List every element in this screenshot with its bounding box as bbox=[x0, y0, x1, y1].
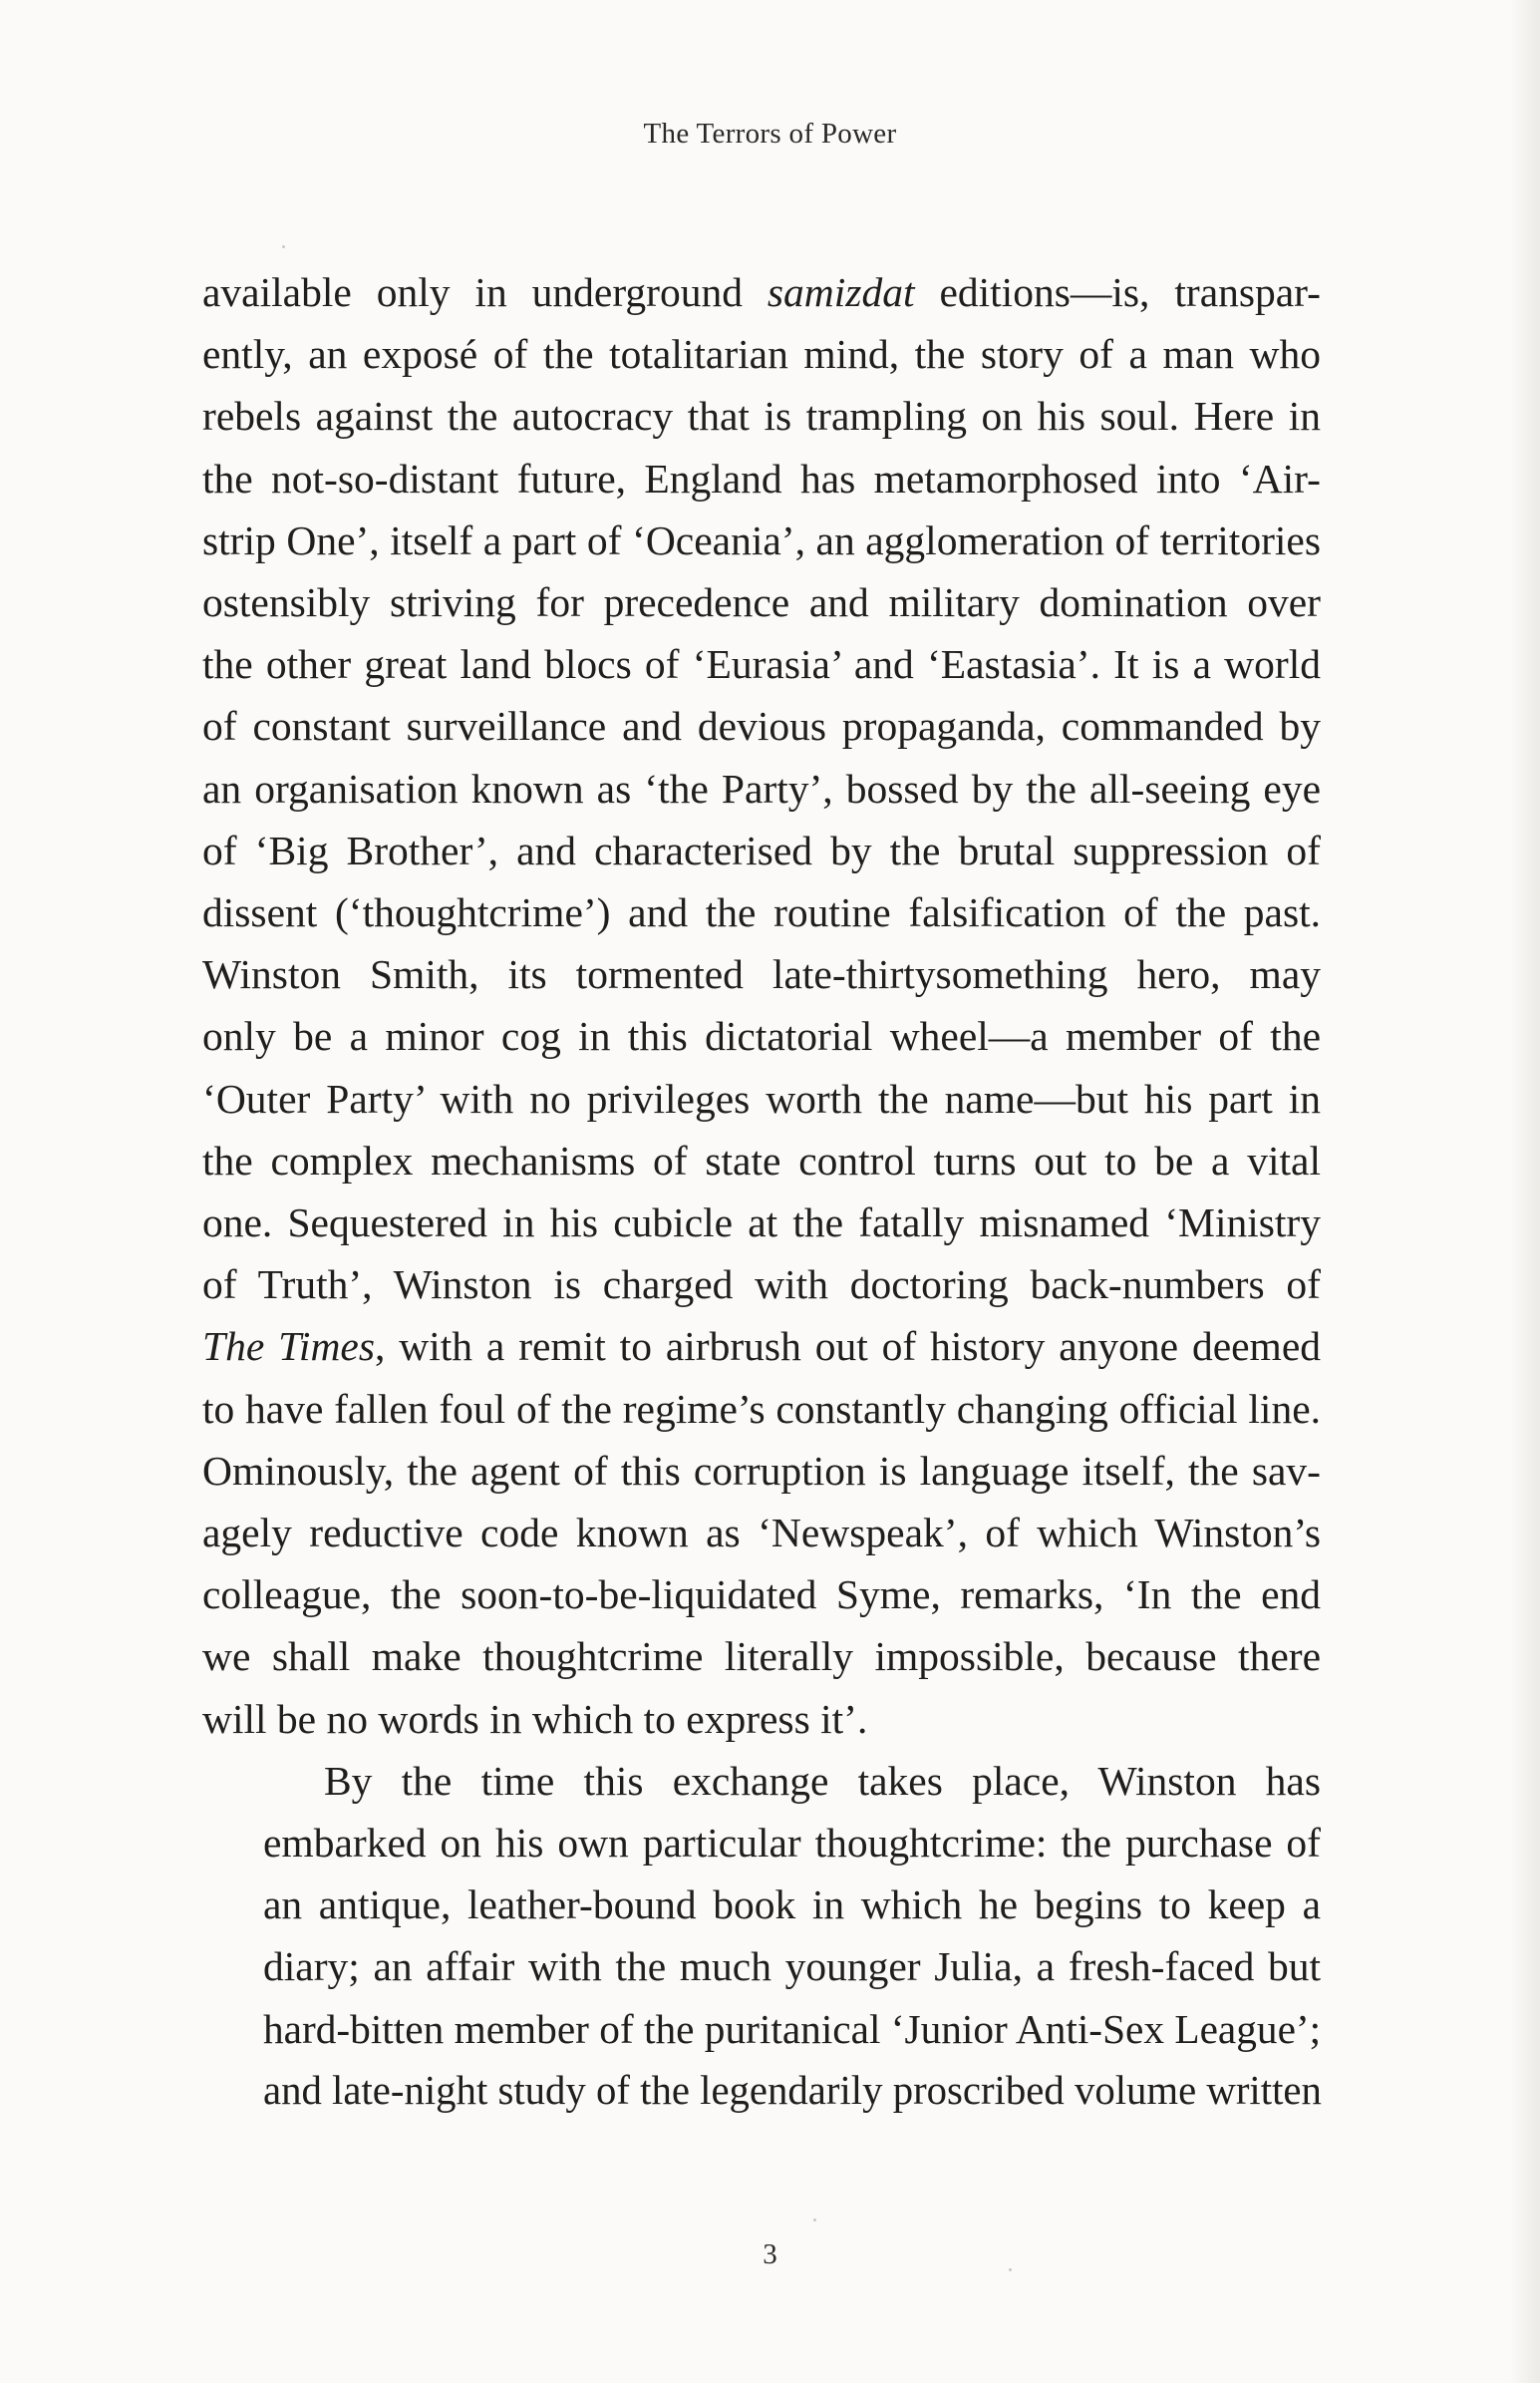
text-line: and late-night study of the legendarily proscribed volume written bbox=[263, 2067, 1322, 2113]
text-line: embarked on his own particular thoughtcrime: the purchase of bbox=[263, 1820, 1321, 1867]
text-line: dissent (‘thoughtcrime’) and the routine falsification of the past. bbox=[202, 889, 1321, 936]
text-line: strip One’, itself a part of ‘Oceania’, an agglomeration of territories bbox=[202, 516, 1321, 563]
text-line: By the time this exchange takes place, Winston has bbox=[324, 1757, 1321, 1804]
text-line: the other great land blocs of ‘Eurasia’ and ‘Eastasia’. It is a world bbox=[202, 641, 1321, 688]
text-line: diary; an affair with the much younger Julia, a fresh-faced but bbox=[263, 1943, 1321, 1990]
body-text bbox=[202, 261, 1321, 2122]
text-line: the not-so-distant future, England has metamorphosed into ‘Air- bbox=[202, 455, 1321, 502]
text-line: to have fallen foul of the regime’s constantly changing official line. bbox=[202, 1385, 1321, 1432]
text-line: ostensibly striving for precedence and military domination over bbox=[202, 579, 1321, 626]
text-line: ently, an exposé of the totalitarian mind, the story of a man who bbox=[202, 331, 1321, 378]
text-line: rebels against the autocracy that is trampling on his soul. Here in bbox=[202, 393, 1321, 440]
scan-speck bbox=[813, 2218, 816, 2221]
text-line: only be a minor cog in this dictatorial wheel—a member of the bbox=[202, 1013, 1321, 1060]
text-line: Ominously, the agent of this corruption is language itself, the sav- bbox=[202, 1447, 1321, 1494]
text-line: one. Sequestered in his cubicle at the fatally misnamed ‘Ministry bbox=[202, 1199, 1321, 1246]
scan-speck bbox=[282, 245, 285, 248]
text-line: will be no words in which to express it’. bbox=[202, 1695, 868, 1742]
paragraph-2 bbox=[202, 1750, 1321, 2122]
text-line: we shall make thoughtcrime literally impossible, because there bbox=[202, 1633, 1321, 1680]
text-line: an organisation known as ‘the Party’, bossed by the all-seeing eye bbox=[202, 765, 1321, 812]
text-line: agely reductive code known as ‘Newspeak’, of which Winston’s bbox=[202, 1510, 1321, 1556]
running-head: The Terrors of Power bbox=[643, 118, 897, 150]
scan-edge-shadow bbox=[1510, 0, 1540, 2383]
text-line: ‘Outer Party’ with no privileges worth the name—but his part in bbox=[202, 1075, 1321, 1122]
text-line: an antique, leather-bound book in which he begins to keep a bbox=[263, 1881, 1321, 1928]
text-line: the complex mechanisms of state control turns out to be a vital bbox=[202, 1137, 1321, 1184]
paragraph-1 bbox=[202, 261, 1321, 1750]
text-line: hard-bitten member of the puritanical ‘Junior Anti-Sex League’; bbox=[263, 2005, 1322, 2052]
text-line: Winston Smith, its tormented late-thirtysomething hero, may bbox=[202, 951, 1321, 998]
text-line: of ‘Big Brother’, and characterised by the brutal suppression of bbox=[202, 827, 1321, 873]
text-line: of Truth’, Winston is charged with doctoring back-numbers of bbox=[202, 1261, 1321, 1308]
text-line: of constant surveillance and devious propaganda, commanded by bbox=[202, 703, 1321, 750]
text-line: colleague, the soon-to-be-liquidated Syme, remarks, ‘In the end bbox=[202, 1571, 1321, 1618]
text-line: The Times, with a remit to airbrush out of history anyone deemed bbox=[202, 1323, 1321, 1370]
text-line: available only in underground samizdat editions—is, transpar- bbox=[202, 269, 1321, 315]
page-number: 3 bbox=[763, 2238, 777, 2270]
